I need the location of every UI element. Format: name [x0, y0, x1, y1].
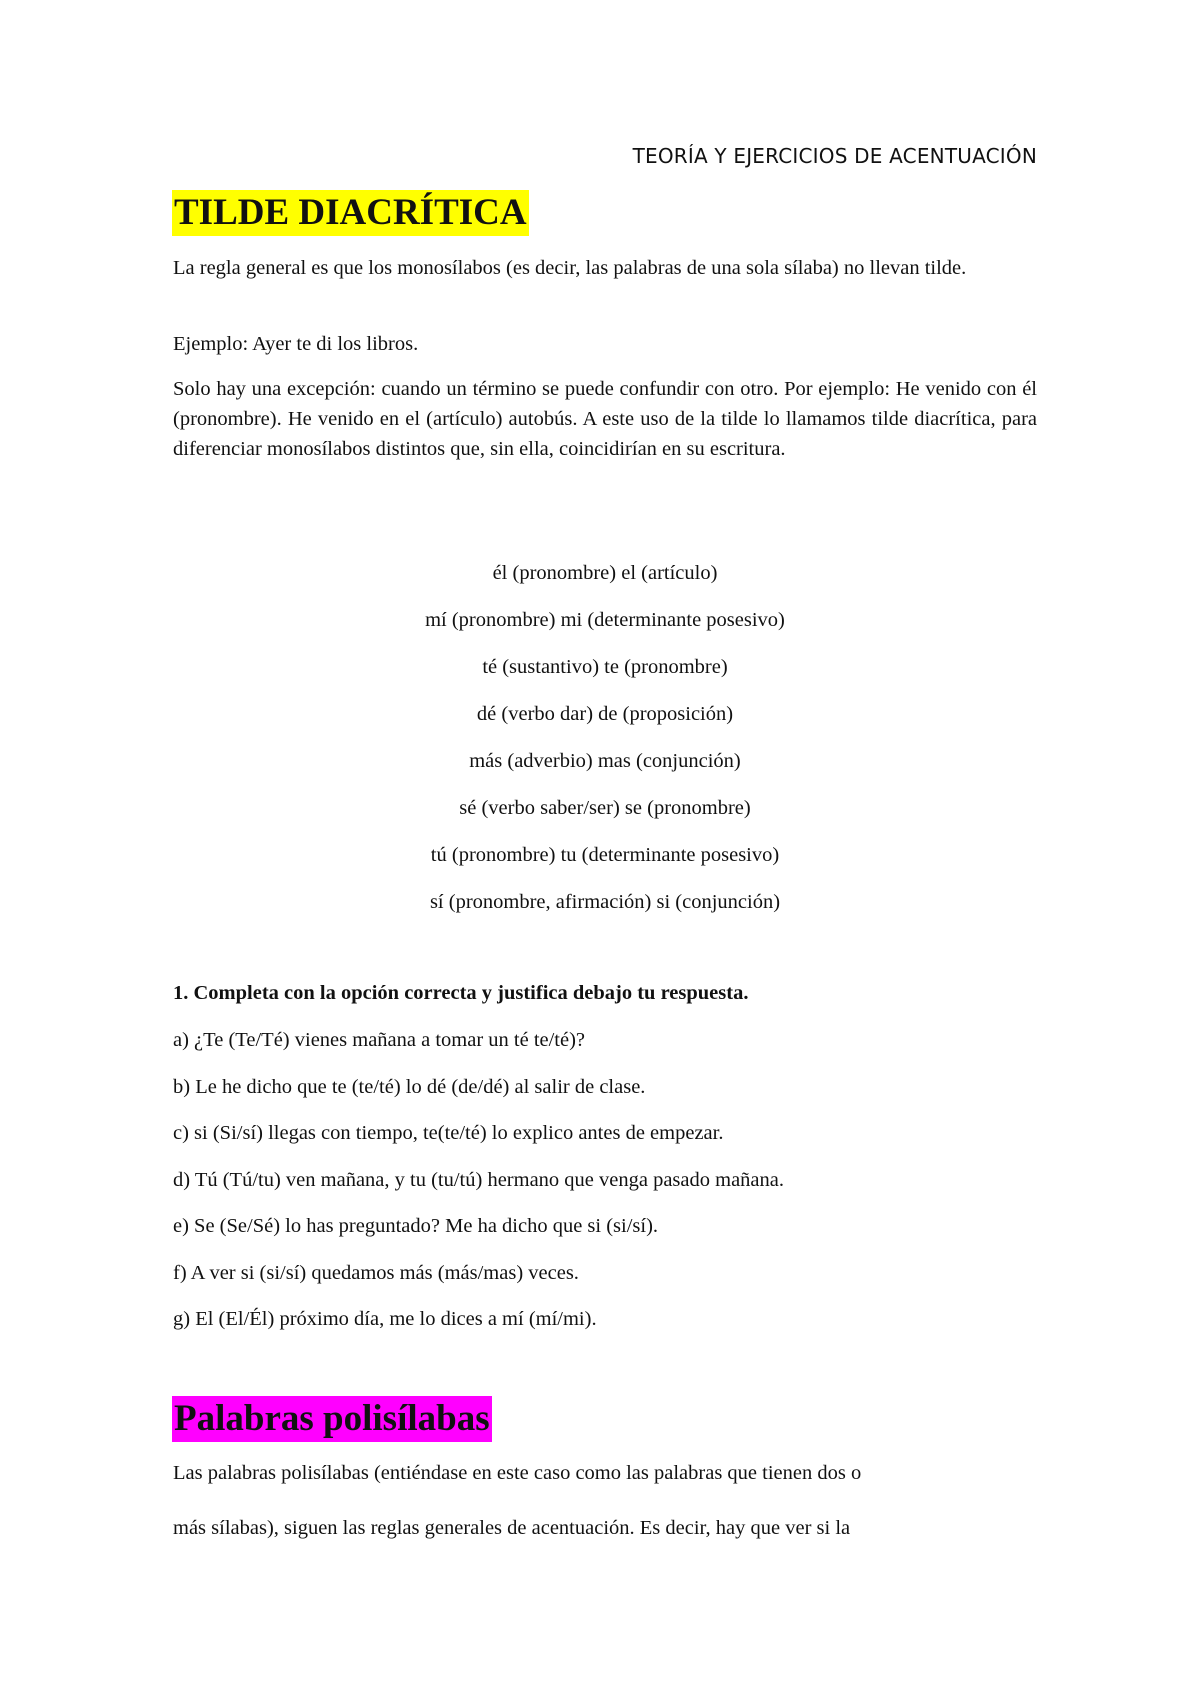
diacritic-pair: dé (verbo dar) de (proposición)	[476, 703, 734, 725]
exercise-item: b) Le he dicho que te (te/té) lo dé (de/dé) al salir de clase.	[173, 1075, 646, 1098]
diacritic-pair: él (pronombre) el (artículo)	[492, 562, 718, 584]
diacritic-pair: sé (verbo saber/ser) se (pronombre)	[459, 797, 751, 819]
diacritic-pair: sí (pronombre, afirmación) si (conjunción)	[429, 891, 781, 913]
paragraph-exception: Solo hay una excepción: cuando un término se puede confundir con otro. Por ejemplo: He venido con él (pronombre). He venido en el (artículo) autobús. A este uso de la tilde lo llamamos tilde diacrítica, para diferenciar monosílabos distintos que, sin ella, coincidirían en su escritura.	[173, 378, 1037, 460]
section-heading-tilde-diacritica: TILDE DIACRÍTICA	[172, 190, 529, 236]
exercise-item: f) A ver si (si/sí) quedamos más (más/mas) veces.	[173, 1261, 579, 1284]
paragraph-line: Las palabras polisílabas (entiéndase en este caso como las palabras que tienen dos o	[173, 1462, 862, 1484]
exercise-item: a) ¿Te (Te/Té) vienes mañana a tomar un té te/té)?	[173, 1029, 586, 1051]
diacritic-pair: té (sustantivo) te (pronombre)	[482, 656, 728, 678]
paragraph-polisilabas	[173, 1458, 993, 1568]
document-title: TEORÍA Y EJERCICIOS DE ACENTUACIÓN	[632, 144, 1037, 168]
exercise-list	[173, 1025, 784, 1351]
section-heading-palabras-polisilabas: Palabras polisílabas	[172, 1396, 492, 1442]
diacritic-pairs-list	[173, 558, 1037, 934]
diacritic-pair: tú (pronombre) tu (determinante posesivo)	[430, 844, 780, 866]
exercise-title: 1. Completa con la opción correcta y justifica debajo tu respuesta.	[173, 982, 749, 1004]
paragraph-rule: La regla general es que los monosílabos (es decir, las palabras de una sola sílaba) no llevan tilde.	[173, 257, 967, 279]
exercise-item: g) El (El/Él) próximo día, me lo dices a mí (mí/mi).	[173, 1308, 597, 1330]
exercise-item: c) si (Si/sí) llegas con tiempo, te(te/té) lo explico antes de empezar.	[173, 1122, 724, 1144]
diacritic-pair: más (adverbio) mas (conjunción)	[469, 750, 741, 772]
exercise-item: d) Tú (Tú/tu) ven mañana, y tu (tu/tú) hermano que venga pasado mañana.	[173, 1168, 785, 1191]
exercise-item: e) Se (Se/Sé) lo has preguntado? Me ha dicho que si (si/sí).	[173, 1215, 659, 1237]
paragraph-line: más sílabas), siguen las reglas generales de acentuación. Es decir, hay que ver si la	[173, 1517, 851, 1539]
paragraph-example: Ejemplo: Ayer te di los libros.	[173, 333, 419, 355]
diacritic-pair: mí (pronombre) mi (determinante posesivo)	[425, 609, 785, 631]
